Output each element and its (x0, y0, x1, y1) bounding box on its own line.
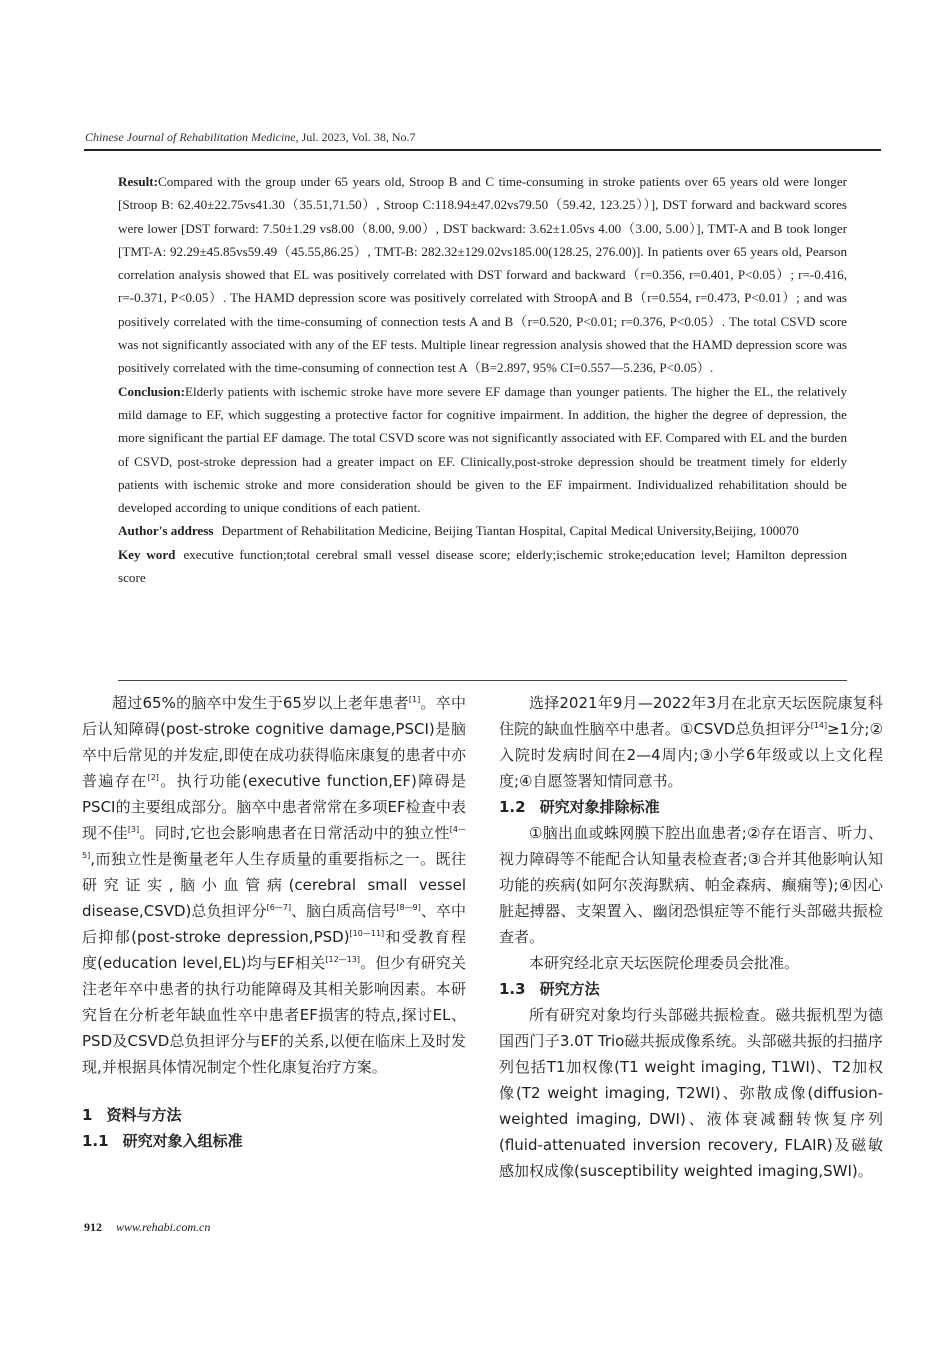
section-number: 1.2 (499, 798, 526, 816)
citation: [12—13] (325, 955, 361, 964)
keyword-label: Key word (118, 546, 176, 562)
left-column (82, 690, 466, 1154)
abstract-rule (118, 680, 847, 681)
keyword-text: executive function;total cerebral small vessel disease score; elderly;ischemic stroke;education level; Hamilton depression score (118, 546, 847, 586)
text-run: 和受教育程度(education level,EL)均与EF相关 (82, 928, 466, 972)
journal-url: www.rehabi.com.cn (116, 1220, 211, 1234)
citation: [6—7] (266, 903, 292, 912)
journal-name: Chinese Journal of Rehabilitation Medicine, (85, 130, 299, 144)
section-number: 1.1 (82, 1132, 109, 1150)
address-text: Department of Rehabilitation Medicine, Beijing Tiantan Hospital, Capital Medical University,Beijing, 100070 (221, 523, 799, 539)
methods-paragraph: 所有研究对象均行头部磁共振检查。磁共振机型为德国西门子3.0T Trio磁共振成像系统。头部磁共振的扫描序列包括T1加权像(T1 weight imaging, T1WI)、T2加权像(T2 weight imaging, T2WI)、弥散成像(diffusion-weighted imaging, DWI)、液体衰减翻转恢复序列(fluid-attenuated inversion recovery, FLAIR)及磁敏感加权成像(susceptibility weighted imaging,SWI)。 (499, 1006, 883, 1180)
text-run: 、脑白质高信号 (291, 902, 397, 920)
citation: [4—5] (82, 825, 466, 860)
ethics-paragraph: 本研究经北京天坛医院伦理委员会批准。 (529, 954, 800, 972)
section-heading-1-3 (499, 976, 883, 1002)
citation: [8—9] (396, 903, 421, 912)
text-run: 。同时,它也会影响患者在日常活动中的独立性 (139, 824, 450, 842)
english-abstract (118, 170, 847, 589)
section-title: 研究对象入组标准 (122, 1132, 243, 1150)
conclusion-paragraph (118, 380, 847, 520)
exclusion-paragraph: ①脑出血或蛛网膜下腔出血患者;②存在语言、听力、视力障碍等不能配合认知量表检查者;③合并其他影响认知功能的疾病(如阿尔茨海默病、帕金森病、癫痫等);④因心脏起搏器、支架置入、幽闭恐惧症等不能行头部磁共振检查者。 (499, 824, 883, 946)
citation: [2] (147, 773, 159, 782)
section-title: 资料与方法 (106, 1106, 182, 1124)
text-run: 。卒中后认知障碍(post-stroke cognitive damage,PSCI)是脑卒中后常见的并发症,即使在成功获得临床康复的患者中亦普遍存在 (82, 694, 466, 790)
text-run: 超过65%的脑卒中发生于65岁以上老年患者 (112, 694, 409, 712)
result-paragraph (118, 170, 847, 380)
keyword-paragraph (118, 543, 847, 590)
text-run: 。但少有研究关注老年卒中患者的执行功能障碍及其相关影响因素。本研究旨在分析老年缺血性卒中患者EF损害的特点,探讨EL、PSD及CSVD总负担评分与EF的关系,以便在临床上及时发现,并根据具体情况制定个性化康复治疗方案。 (82, 954, 466, 1076)
header-rule (84, 149, 881, 151)
intro-paragraph (82, 690, 466, 1080)
citation: [1] (408, 695, 421, 704)
running-header (85, 130, 416, 145)
section-number: 1.3 (499, 980, 526, 998)
citation: [14] (810, 721, 828, 730)
result-label: Result: (118, 174, 159, 189)
address-paragraph (118, 519, 847, 542)
right-column (499, 690, 883, 1184)
result-text: Compared with the group under 65 years old, Stroop B and C time-consuming in stroke patients over 65 years old were longer [Stroop B: 62.40±22.75vs41.30（35.51,71.50）, Stroop C:118.94±47.02vs79.50（59.42, 123.25））], DST forward and backward scores were lower [DST forward: 7.50±1.29 vs8.00（8.00, 9.00）, DST backward: 3.62±1.05vs 4.00（3.00, 5.00）], TMT-A and B took longer [TMT-A: 92.29±45.85vs59.49（45.55,86.25）, TMT-B: 282.32±129.02vs185.00(128.25, 276.00)]. In patients over 65 years old, Pearson correlation analysis showed that EL was positively correlated with DST forward and backward（r=0.356, r=0.401, P<0.05）; r=-0.416, r=-0.371, P<0.05）. The HAMD depression score was positively correlated with StroopA and B（r=0.554, r=0.473, P<0.01）; and was positively correlated with the time-consuming of connection tests A and B（r=0.520, P<0.01; r=0.376, P<0.05）. The total CSVD score was not significantly associated with any of the EF tests. Multiple linear regression analysis showed that the HAMD depression score was positively correlated with the time-consuming of connection test A（B=2.897, 95% CI=0.557—5.236, P<0.05）. (118, 174, 847, 376)
citation: [3] (127, 825, 140, 834)
section-number: 1 (82, 1106, 93, 1124)
inclusion-paragraph (499, 690, 883, 794)
text-run: ≥1分;②入院时发病时间在2—4周内;③小学6年级或以上文化程度;④自愿签署知情同意书。 (499, 720, 883, 790)
conclusion-text: Elderly patients with ischemic stroke have more severe EF damage than younger patients. The higher the EL, the relatively mild damage to EF, which suggesting a protective factor for cognitive impairment. In addition, the higher the degree of depression, the more significant the partial EF damage. The total CSVD score was not significantly associated with EF. Compared with EL and the burden of CSVD, post-stroke depression had a greater impact on EF. Clinically,post-stroke depression should be treatment timely for elderly patients with ischemic stroke and more consideration should be given to the EF impairment. Individualized rehabilitation should be developed according to unique conditions of each patient. (118, 383, 847, 516)
section-title: 研究对象排除标准 (539, 798, 660, 816)
section-heading-1-2 (499, 794, 883, 820)
text-run: 。执行功能(executive function,EF)障碍是PSCI的主要组成部分。脑卒中患者常常在多项EF检查中表现不佳 (82, 772, 466, 842)
text-run: 、卒中后抑郁(post-stroke depression,PSD) (82, 902, 466, 946)
address-label: Author's address (118, 523, 214, 539)
section-title: 研究方法 (539, 980, 600, 998)
section-heading-1 (82, 1102, 466, 1128)
issue-info: Jul. 2023, Vol. 38, No.7 (298, 130, 416, 144)
page-number: 912 (84, 1220, 102, 1234)
section-heading-1-1 (82, 1128, 466, 1154)
page-footer (84, 1220, 210, 1235)
citation: [10—11] (349, 929, 385, 938)
text-run: 选择2021年9月—2022年3月在北京天坛医院康复科住院的缺血性脑卒中患者。①CSVD总负担评分 (499, 694, 883, 738)
text-run: ,而独立性是衡量老年人生存质量的重要指标之一。既往研究证实,脑小血管病(cerebral small vessel disease,CSVD)总负担评分 (82, 850, 466, 920)
conclusion-label: Conclusion: (118, 383, 185, 399)
